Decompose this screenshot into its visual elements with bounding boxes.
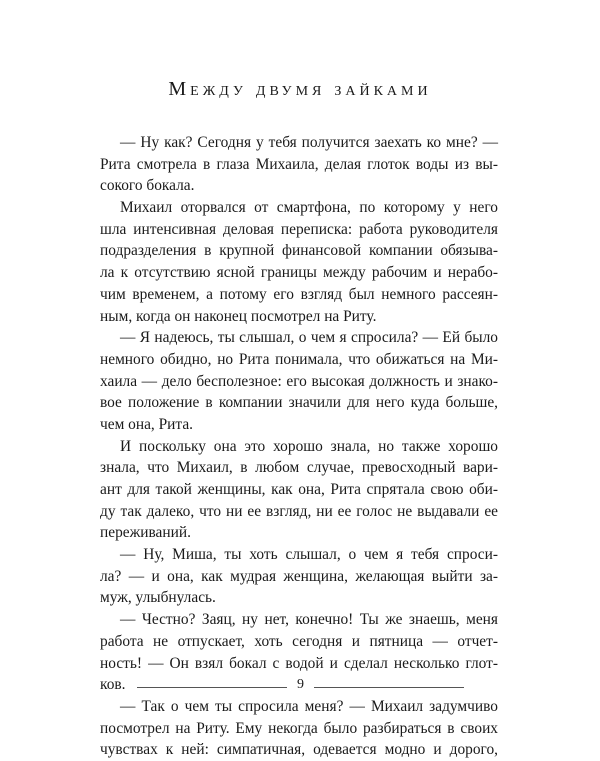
body-text (100, 132, 498, 761)
text-line: — Ну, Миша, ты хоть слышал, о чем я тебя спроси- (120, 546, 498, 564)
text-line: ла? — и она, как мудрая женщина, желающая выйти за- (100, 567, 498, 585)
text-line: — Честно? Заяц, ну нет, конечно! Ты же знаешь, меня (120, 611, 498, 629)
text-line: чувствах к ней: симпатичная, одевается модно и дорого, (100, 741, 498, 759)
page-number: 9 (297, 677, 304, 692)
text-line: немного обидно, но Рита понимала, что обижаться на Ми- (100, 350, 498, 368)
text-line: ков. (100, 676, 126, 694)
text-line: вое положение в компании значили для него куда больше, (100, 394, 498, 412)
footer-rule-right (314, 687, 464, 688)
text-line: Рита смотрела в глаза Михаила, делая глоток воды из вы- (100, 155, 498, 173)
text-line: ла к отсутствию ясной границы между рабочим и нерабо- (100, 264, 498, 282)
text-line: ду так далеко, что ни ее взгляд, ни ее голос не выдавали ее (100, 502, 498, 520)
text-line: переживаний. (100, 524, 191, 542)
text-line: шла интенсивная деловая переписка: работа руководителя (100, 220, 498, 238)
text-line: ным, когда он наконец посмотрел на Риту. (100, 307, 377, 325)
text-line: И поскольку она это хорошо знала, но также хорошо (120, 437, 498, 455)
text-line: ность! — Он взял бокал с водой и сделал несколько глот- (100, 654, 498, 672)
text-line: чем она, Рита. (100, 415, 194, 433)
text-line: подразделения в крупной финансовой компании обязыва- (100, 242, 498, 260)
text-line: Михаил оторвался от смартфона, по которому у него (120, 199, 498, 217)
text-line: ант для такой женщины, как она, Рита спрятала свою оби- (100, 481, 498, 498)
text-line: сокого бокала. (100, 177, 195, 195)
text-line: чим временем, а потому его взгляд был немного рассеян- (100, 285, 498, 303)
chapter-title: Между двумя зайками (168, 78, 432, 100)
text-line: — Я надеюсь, ты слышал, о чем я спросила? — Ей было (120, 329, 498, 347)
page-footer (0, 677, 600, 697)
text-line: работа не отпускает, хоть сегодня и пятница — отчет- (100, 632, 498, 650)
text-line: знала, что Михаил, в любом случае, превосходный вари- (100, 459, 498, 477)
text-line: — Так о чем ты спросила меня? — Михаил задумчиво (120, 697, 498, 715)
text-line: муж, улыбнулась. (100, 589, 216, 607)
text-line: хаила — дело бесполезное: его высокая должность и знако- (100, 372, 498, 390)
text-line: посмотрел на Риту. Ему некогда было разбираться в своих (100, 719, 498, 737)
footer-rule-left (137, 687, 287, 688)
text-line: — Ну как? Сегодня у тебя получится заехать ко мне? — (120, 134, 498, 151)
